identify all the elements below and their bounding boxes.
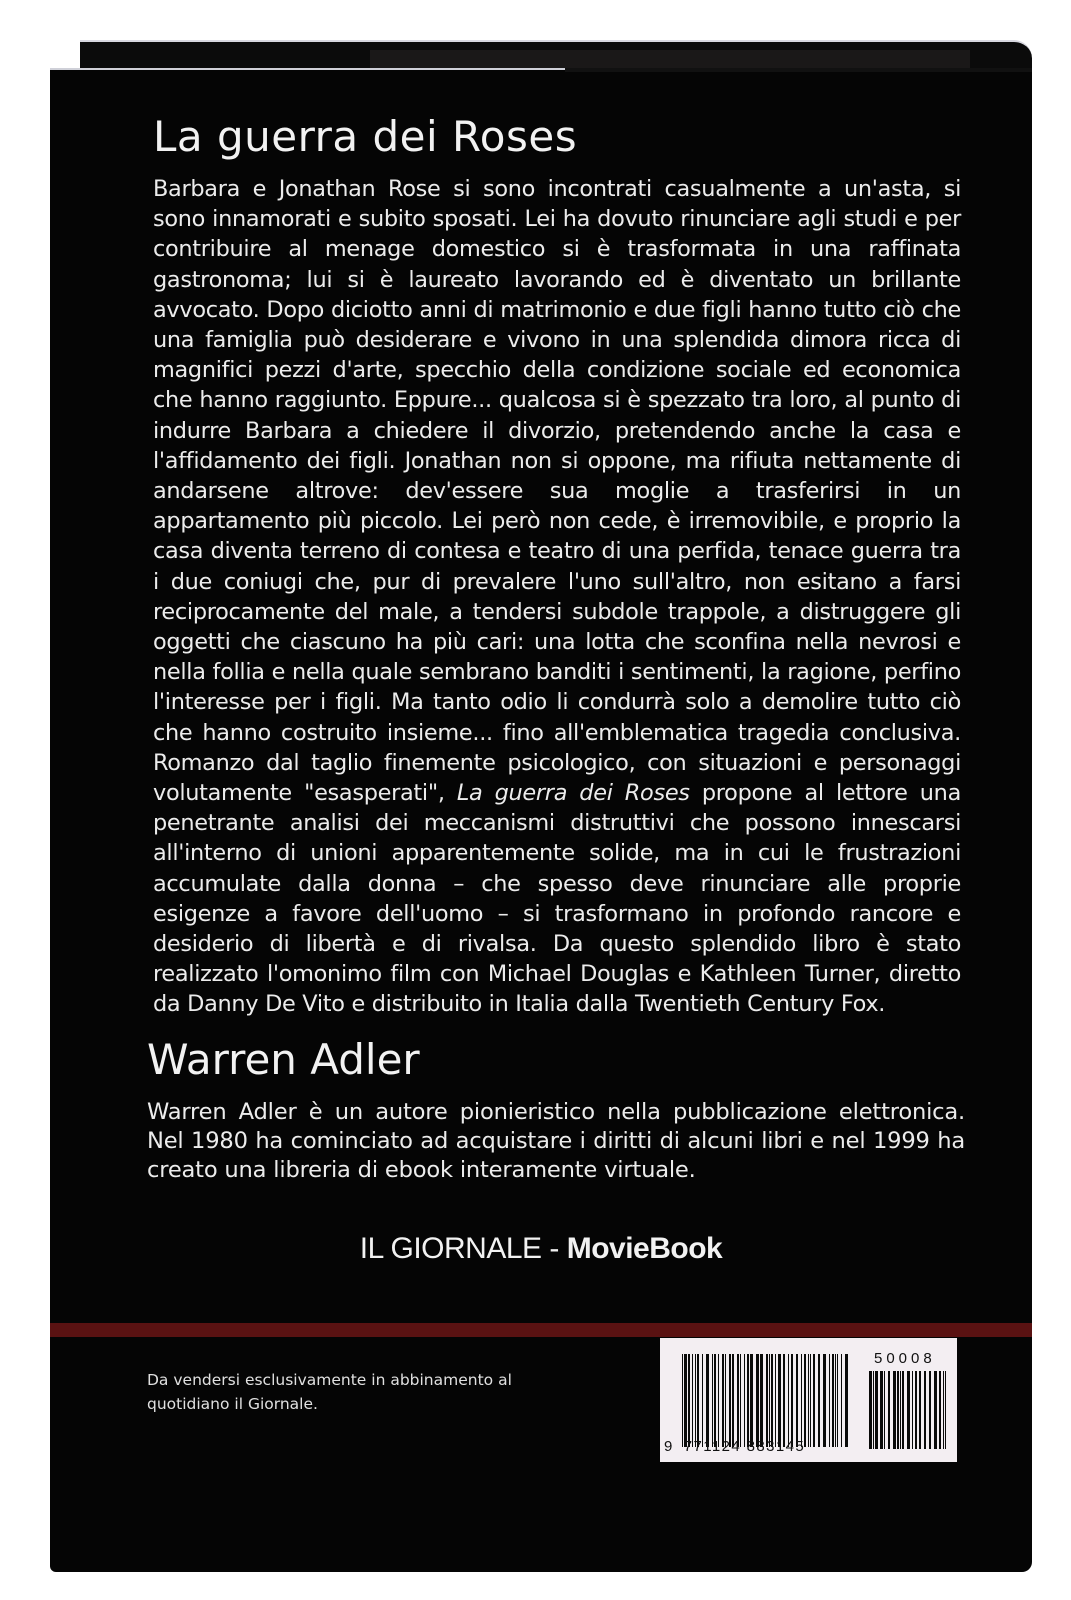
barcode-bar [929, 1371, 931, 1449]
author-name: Warren Adler [147, 1035, 420, 1084]
barcode-bar [845, 1354, 848, 1447]
barcode-bar [796, 1354, 798, 1447]
barcode-bar [695, 1354, 696, 1447]
barcode-bar [788, 1354, 790, 1447]
barcode-bar [875, 1371, 878, 1449]
barcode-bar [712, 1354, 713, 1447]
barcode-bar [682, 1354, 683, 1447]
barcode-bar [841, 1354, 842, 1447]
barcode-bar [747, 1354, 750, 1447]
accent-band [50, 1323, 1032, 1337]
book-synopsis [153, 174, 961, 1020]
barcode-bar [769, 1354, 770, 1447]
barcode-bar [897, 1371, 899, 1449]
barcode-bar [740, 1354, 741, 1447]
barcode-label [660, 1338, 957, 1462]
barcode-bar [900, 1371, 901, 1449]
barcode-bar [924, 1371, 927, 1449]
barcode-main-digits: 771124 883145 [683, 1438, 806, 1455]
barcode-bar [835, 1354, 837, 1447]
barcode-bar [880, 1371, 883, 1449]
barcode-bar [725, 1354, 726, 1447]
barcode-bar [722, 1354, 724, 1447]
barcode-bar [912, 1371, 913, 1449]
barcode-bar [801, 1354, 802, 1447]
barcode-bar [732, 1354, 734, 1447]
barcode-bar [907, 1371, 910, 1449]
barcode-bar [706, 1354, 709, 1447]
barcode-bar [714, 1354, 716, 1447]
barcode-bar [832, 1354, 834, 1447]
barcode-bar [943, 1371, 944, 1449]
barcode-bar [778, 1354, 781, 1447]
barcode-bar [766, 1354, 769, 1447]
barcode-bar [791, 1354, 793, 1447]
barcode-bar [744, 1354, 745, 1447]
synopsis-italic-title: La guerra dei Roses [456, 780, 690, 807]
barcode-bar [829, 1354, 830, 1447]
barcode-bar [919, 1371, 921, 1449]
barcode-bar [808, 1354, 809, 1447]
barcode-bar [771, 1354, 773, 1447]
barcode-bar [760, 1354, 763, 1447]
barcode-bar [756, 1354, 759, 1447]
barcode-bar [837, 1354, 838, 1447]
barcode-bar [702, 1354, 703, 1447]
barcode-bar [729, 1354, 731, 1447]
barcode-bar [737, 1354, 739, 1447]
synopsis-text-part2: propone al lettore una penetrante analisi dei meccanismi distruttivi che possono innescarsi all'interno di unioni apparentemente solide, ma in cui le frustrazioni accumulate dalla donna – che spesso deve rinunciare alle proprie esigenze a favore dell'uomo – si trasformano in profondo rancore e desiderio di libertà e di rivalsa. Da questo splendido libro è stato realizzato l'omonimo film con Michael Douglas e Kathleen Turner, diretto da Danny De Vito e distribuito in Italia dalla Twentieth Century Fox. [153, 780, 961, 1018]
barcode-bar [934, 1371, 937, 1449]
barcode-bar [783, 1354, 785, 1447]
addon-barcode [869, 1371, 949, 1449]
barcode-bar [750, 1354, 753, 1447]
barcode-bar [775, 1354, 776, 1447]
collection-name: MovieBook [566, 1232, 723, 1265]
barcode-bar [869, 1371, 872, 1449]
series-branding [50, 1232, 1032, 1266]
barcode-bar [692, 1354, 693, 1447]
sale-disclaimer: Da vendersi esclusivamente in abbinamento al quotidiano il Giornale. [147, 1371, 512, 1413]
barcode-bar [804, 1354, 806, 1447]
barcode-bar [945, 1371, 946, 1449]
back-board-shadow [370, 50, 970, 70]
barcode-number [664, 1438, 805, 1455]
author-bio: Warren Adler è un autore pionieristico nella pubblicazione elettronica. Nel 1980 ha cominciato ad acquistare i diritti di alcuni libri e nel 1999 ha creato una libreria di ebook interamente virtuale. [147, 1099, 965, 1183]
barcode-bar [873, 1371, 875, 1449]
barcode-bar [718, 1354, 720, 1447]
ean-barcode [682, 1354, 850, 1450]
barcode-bar [902, 1371, 905, 1449]
barcode-bar [939, 1371, 942, 1449]
barcode-bar [818, 1354, 820, 1447]
barcode-bar [884, 1371, 885, 1449]
barcode-bar [823, 1354, 826, 1447]
barcode-bar [684, 1354, 687, 1447]
synopsis-text-part1: Barbara e Jonathan Rose si sono incontrati casualmente a un'asta, si sono innamorati e subito sposati. Lei ha dovuto rinunciare agli studi e per contribuire al menage domestico si è trasformata in una raffinata gastronoma; lui si è laureato lavorando ed è diventato un brillante avvocato. Dopo diciotto anni di matrimonio e due figli hanno tutto ciò che una famiglia può desiderare e vivono in una splendida dimora ricca di magnifici pezzi d'arte, specchio della condizione sociale ed economica che hanno raggiunto. Eppure... qualcosa si è spezzato tra loro, al punto di indurre Barbara a chiedere il divorzio, pretendendo anche la casa e l'affidamento dei figli. Jonathan non si oppone, ma rifiuta nettamente di andarsene altrove: dev'essere sua moglie a trasferirsi in un appartamento più piccolo. Lei però non cede, è irremovibile, e proprio la casa diventa terreno di contesa e teatro di una perfida, tenace guerra tra i due coniugi che, pur di prevalere l'uno sull'altro, non esitano a farsi reciprocamente del male, a tendersi subdole trappole, a distruggere gli oggetti che ciascuno ha più cari: una lotta che sconfina nella nevrosi e nella follia e nella quale sembrano banditi i sentimenti, la ragione, perfino l'interesse per i figli. Ma tanto odio li condurrà solo a demolire tutto ciò che hanno costruito insieme... fino all'emblematica tragedia conclusiva. Romanzo dal taglio finemente psicologico, con situazioni e personaggi volutamente "esasperati", [153, 176, 961, 807]
barcode-bar [915, 1371, 917, 1449]
barcode-bar [888, 1371, 891, 1449]
cover-top-edge [565, 68, 1032, 72]
barcode-bar [810, 1354, 812, 1447]
barcode-bar [688, 1354, 690, 1447]
barcode-bar [697, 1354, 699, 1447]
book-back-cover [50, 68, 1032, 1572]
barcode-bar [813, 1354, 815, 1447]
barcode-bar [893, 1371, 896, 1449]
book-title: La guerra dei Roses [153, 112, 578, 161]
barcode-addon-number: 50008 [874, 1350, 936, 1367]
barcode-first-digit: 9 [664, 1438, 674, 1455]
publisher-name: IL GIORNALE - [359, 1232, 567, 1265]
